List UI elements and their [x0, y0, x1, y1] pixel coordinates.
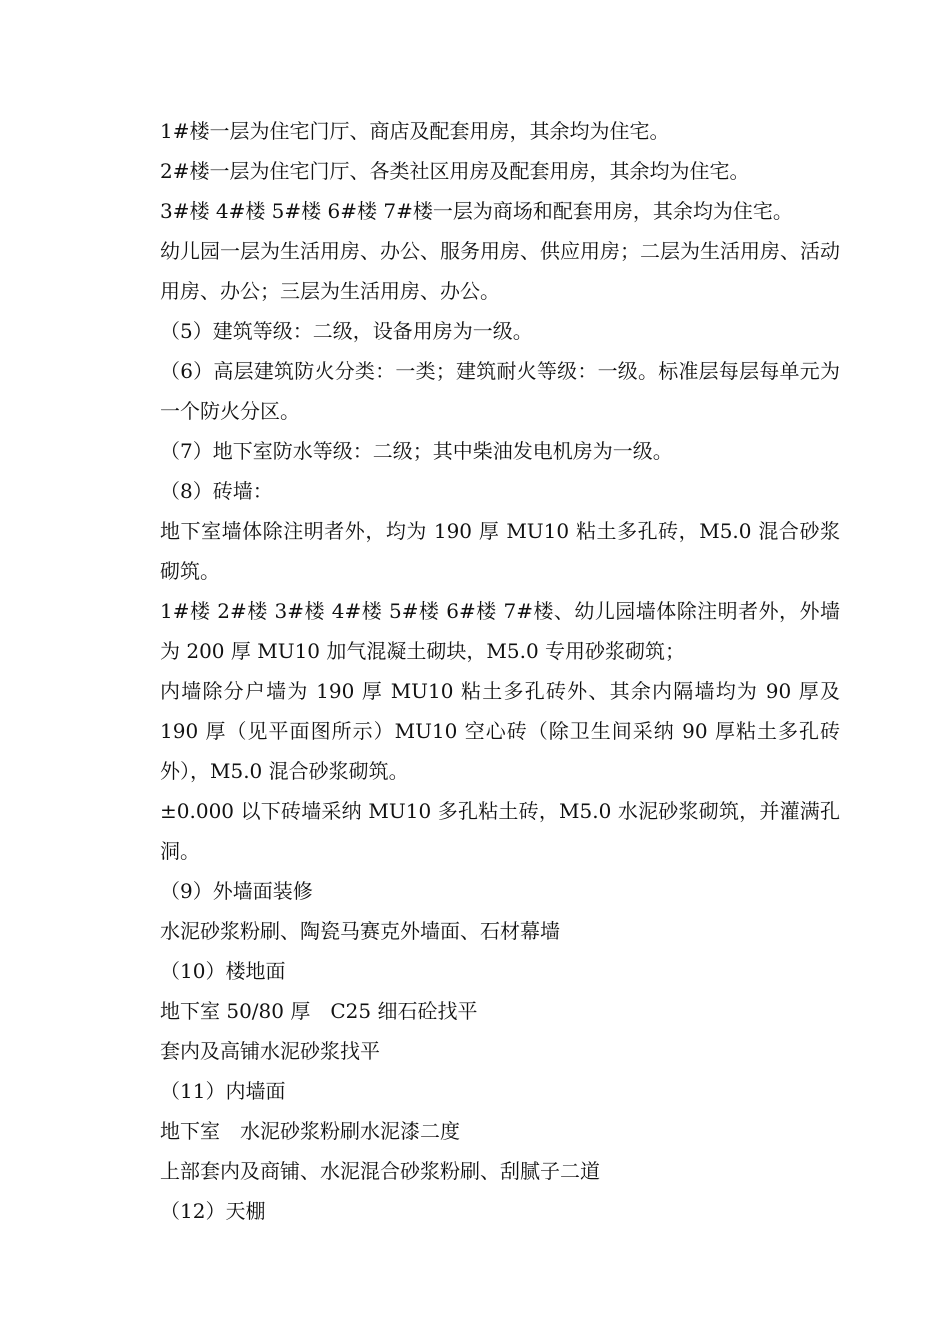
item-6-fire-classification: （6）高层建筑防火分类：一类；建筑耐火等级：一级。标准层每层每单元为一个防火分区。 — [160, 359, 840, 423]
paragraph-basement-floor: 地下室 50/80 厚 C25 细石砼找平 — [160, 999, 478, 1023]
paragraph-upper-interior-wall: 上部套内及商铺、水泥混合砂浆粉刷、刮腻子二道 — [160, 1159, 600, 1183]
item-10-floor-heading: （10）楼地面 — [160, 959, 286, 983]
item-9-exterior-finish-heading: （9）外墙面装修 — [160, 879, 313, 903]
paragraph-basement-interior-wall: 地下室 水泥砂浆粉刷水泥漆二度 — [160, 1119, 460, 1143]
document-body — [160, 111, 840, 1231]
paragraph-building-1: 1#楼一层为住宅门厅、商店及配套用房，其余均为住宅。 — [160, 119, 670, 143]
paragraph-exterior-finish: 水泥砂浆粉刷、陶瓷马赛克外墙面、石材幕墙 — [160, 919, 560, 943]
item-12-ceiling-heading: （12）天棚 — [160, 1199, 266, 1223]
paragraph-unit-floor: 套内及高铺水泥砂浆找平 — [160, 1039, 380, 1063]
paragraph-building-2: 2#楼一层为住宅门厅、各类社区用房及配套用房，其余均为住宅。 — [160, 159, 750, 183]
item-8-brick-wall-heading: （8）砖墙： — [160, 479, 273, 503]
item-5-building-grade: （5）建筑等级：二级，设备用房为一级。 — [160, 319, 533, 343]
paragraph-basement-wall: 地下室墙体除注明者外，均为 190 厚 MU10 粘土多孔砖，M5.0 混合砂浆砌筑。 — [160, 519, 840, 583]
item-7-waterproof-grade: （7）地下室防水等级：二级；其中柴油发电机房为一级。 — [160, 439, 673, 463]
paragraph-kindergarten: 幼儿园一层为生活用房、办公、服务用房、供应用房；二层为生活用房、活动用房、办公；三层为生活用房、办公。 — [160, 239, 840, 303]
paragraph-interior-wall: 内墙除分户墙为 190 厚 MU10 粘土多孔砖外、其余内隔墙均为 90 厚及 190 厚（见平面图所示）MU10 空心砖（除卫生间采纳 90 厚粘土多孔砖外），M5.0 混合砂浆砌筑。 — [160, 679, 840, 783]
paragraph-buildings-3-7: 3#楼 4#楼 5#楼 6#楼 7#楼一层为商场和配套用房，其余均为住宅。 — [160, 199, 793, 223]
item-11-interior-wall-heading: （11）内墙面 — [160, 1079, 286, 1103]
paragraph-exterior-wall: 1#楼 2#楼 3#楼 4#楼 5#楼 6#楼 7#楼、幼儿园墙体除注明者外，外墙为 200 厚 MU10 加气混凝土砌块，M5.0 专用砂浆砌筑； — [160, 599, 840, 663]
paragraph-below-grade-wall: ±0.000 以下砖墙采纳 MU10 多孔粘土砖，M5.0 水泥砂浆砌筑，并灌满孔洞。 — [160, 799, 840, 863]
